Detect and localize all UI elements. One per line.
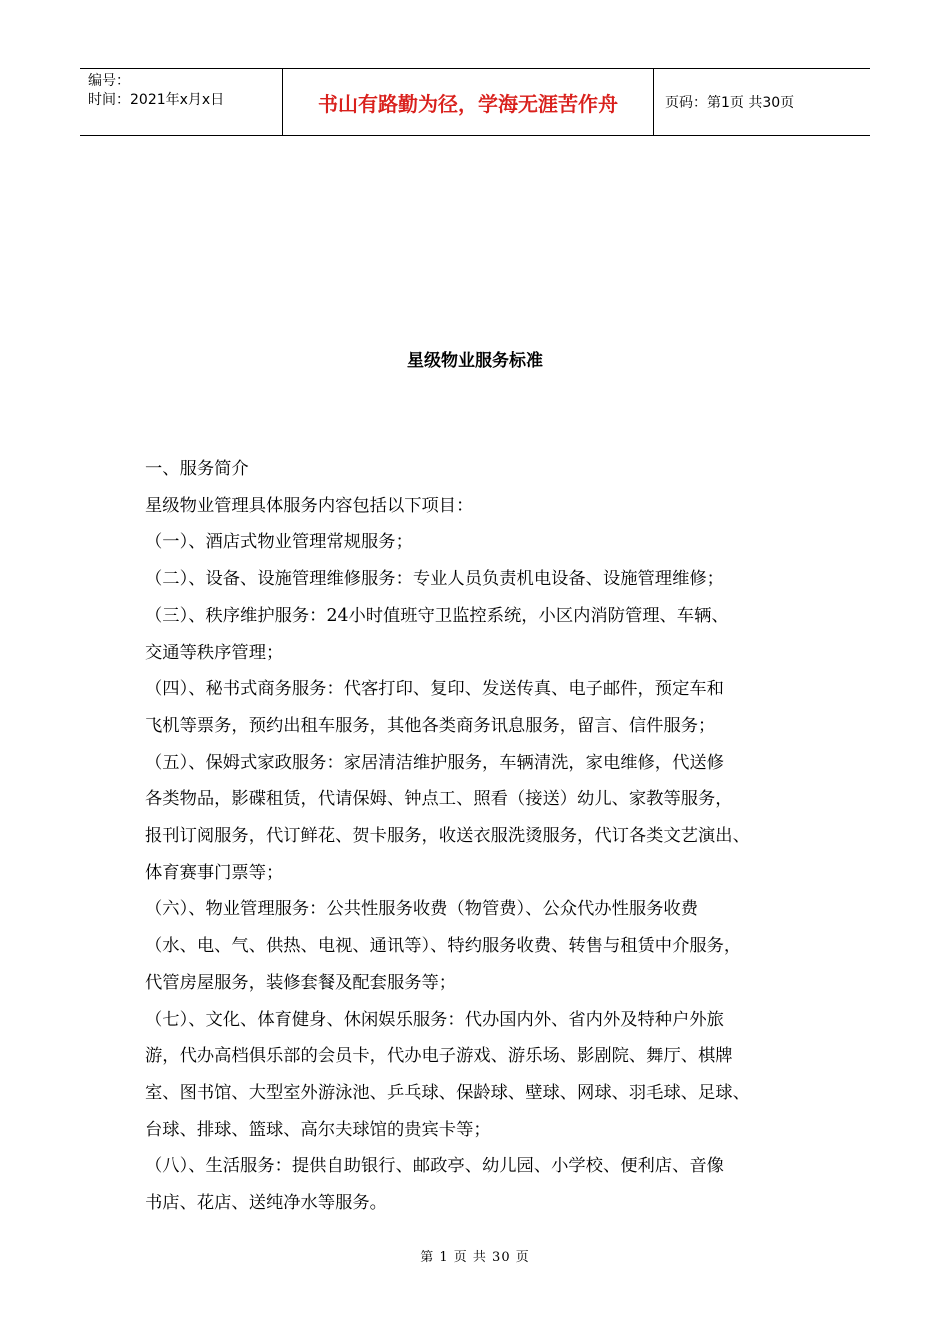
body-line: 交通等秩序管理；	[145, 642, 284, 663]
page-footer: 第 1 页 共 30 页	[420, 1250, 530, 1265]
body-line: 游，代办高档俱乐部的会员卡，代办电子游戏、游乐场、影剧院、舞厅、棋牌	[145, 1046, 733, 1067]
body-line: 体育赛事门票等；	[145, 862, 284, 883]
body-line: （七）、文化、体育健身、休闲娱乐服务：代办国内外、省内外及特种户外旅	[145, 1009, 724, 1030]
body-line: （五）、保姆式家政服务：家居清洁维护服务，车辆清洗，家电维修，代送修	[145, 752, 724, 773]
body-line: 报刊订阅服务，代订鲜花、贺卡服务，收送衣服洗烫服务，代订各类文艺演出、	[145, 826, 750, 847]
body-line: （一）、酒店式物业管理常规服务；	[145, 532, 413, 553]
body-line: （四）、秘书式商务服务：代客打印、复印、发送传真、电子邮件，预定车和	[145, 679, 724, 700]
document-time-label: 时间：2021年x月x日	[88, 92, 225, 108]
body-line: 一、服务简介	[145, 459, 249, 479]
body-line: （水、电、气、供热、电视、通讯等）、特约服务收费、转售与租赁中介服务，	[145, 936, 742, 957]
body-line: （六）、物业管理服务：公共性服务收费（物管费）、公众代办性服务收费	[145, 899, 698, 920]
body-line: 代管房屋服务，装修套餐及配套服务等；	[145, 972, 457, 993]
header-page-info: 页码：第1页 共30页	[665, 95, 795, 111]
body-line: 星级物业管理具体服务内容包括以下项目：	[145, 495, 474, 516]
document-title: 星级物业服务标准	[407, 351, 543, 371]
header-table	[80, 68, 870, 136]
body-line: 室、图书馆、大型室外游泳池、乒乓球、保龄球、壁球、网球、羽毛球、足球、	[145, 1082, 750, 1103]
body-line: 台球、排球、篮球、高尔夫球馆的贵宾卡等；	[145, 1119, 491, 1140]
body-line: （二）、设备、设施管理维修服务：专业人员负责机电设备、设施管理维修；	[145, 569, 724, 590]
body-line: （三）、秩序维护服务：24小时值班守卫监控系统，小区内消防管理、车辆、	[145, 605, 729, 626]
header-motto: 书山有路勤为径，学海无涯苦作舟	[283, 69, 654, 135]
body-line: （八）、生活服务：提供自助银行、邮政亭、幼儿园、小学校、便利店、音像	[145, 1156, 724, 1177]
body-line: 各类物品，影碟租赁，代请保姆、钟点工、照看（接送）幼儿、家教等服务，	[145, 789, 733, 810]
document-number-label: 编号：	[88, 73, 130, 89]
document-body	[145, 451, 825, 1222]
body-line: 书店、花店、送纯净水等服务。	[145, 1193, 387, 1214]
body-line: 飞机等票务，预约出租车服务，其他各类商务讯息服务，留言、信件服务；	[145, 715, 716, 736]
header-meta-cell	[80, 69, 283, 135]
